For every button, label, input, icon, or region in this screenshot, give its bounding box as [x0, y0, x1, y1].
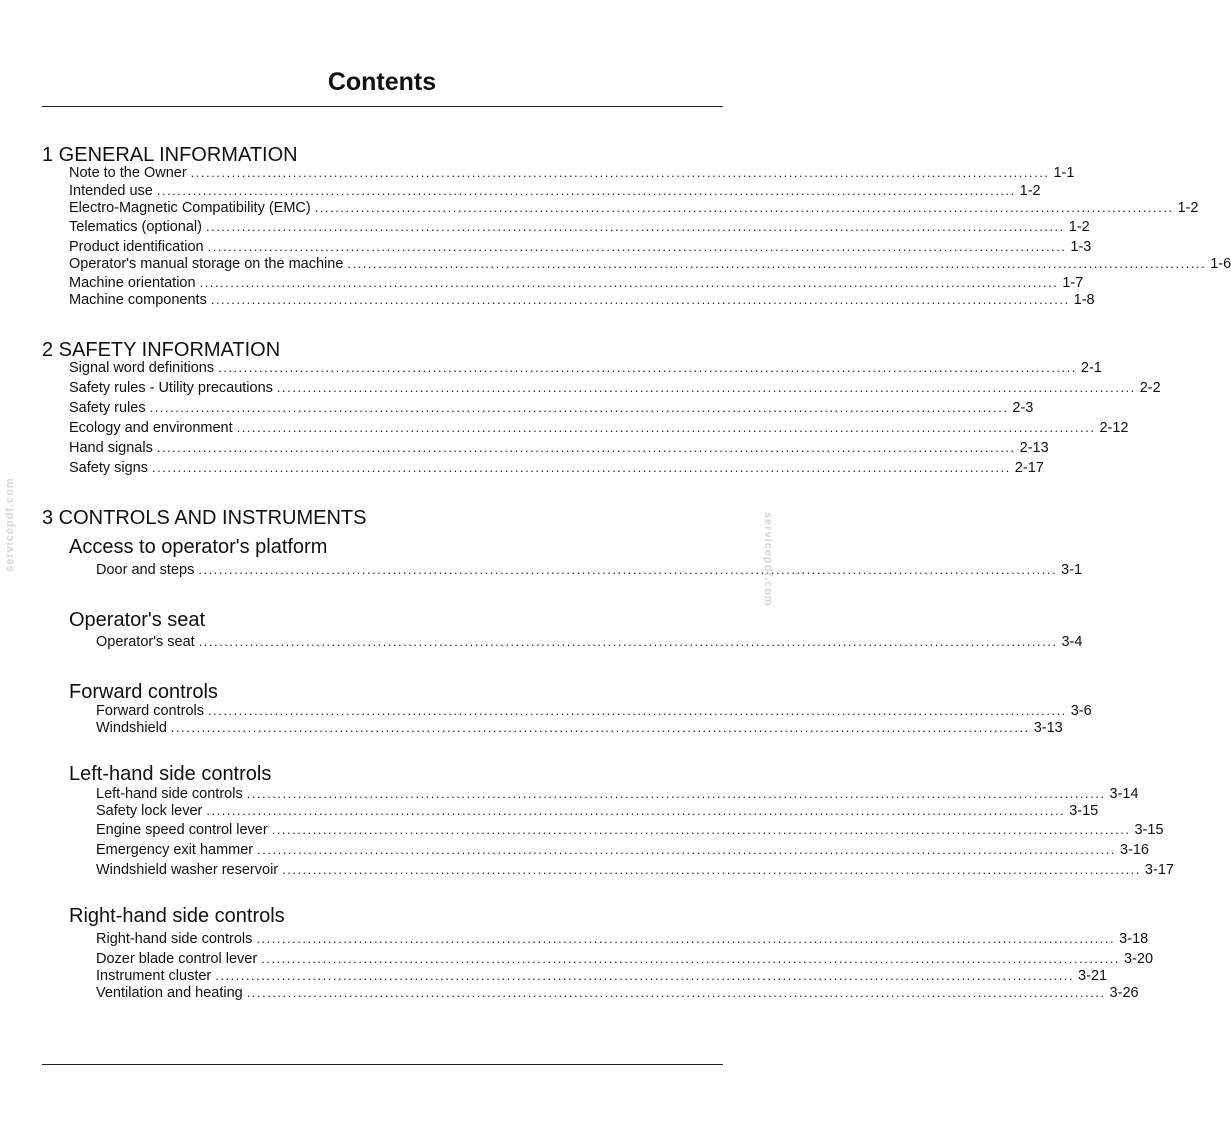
toc-entry-page: 2-12 — [1099, 420, 1129, 436]
toc-entry[interactable] — [69, 291, 1095, 309]
toc-entry-label: Safety signs — [69, 460, 148, 476]
toc-entry-page: 3-1 — [1061, 562, 1083, 578]
toc-entry-page: 3-4 — [1061, 634, 1083, 650]
toc-entry-label: Operator's manual storage on the machine — [69, 256, 344, 272]
toc-entry[interactable] — [69, 399, 1034, 417]
toc-entry-label: Electro-Magnetic Compatibility (EMC) — [69, 200, 311, 216]
dot-leader: ........................................................................................................................................................................ — [276, 380, 1136, 395]
toc-entry-page: 3-17 — [1144, 862, 1174, 878]
toc-entry-page: 3-6 — [1070, 703, 1092, 719]
dot-leader: ........................................................................................................................................................................ — [152, 460, 1011, 475]
dot-leader: ........................................................................................................................................................................ — [199, 275, 1059, 290]
dot-leader: ........................................................................................................................................................................ — [314, 200, 1174, 215]
toc-entry[interactable] — [69, 199, 1199, 217]
toc-entry-label: Ecology and environment — [69, 420, 233, 436]
toc-entry[interactable] — [96, 561, 1083, 579]
dot-leader: ........................................................................................................................................................................ — [282, 862, 1141, 877]
toc-entry[interactable] — [69, 238, 1092, 256]
toc-entry[interactable] — [96, 821, 1164, 839]
toc-entry-page: 3-14 — [1109, 786, 1139, 802]
toc-entry[interactable] — [96, 702, 1092, 720]
dot-leader: ........................................................................................................................................................................ — [271, 822, 1131, 837]
dot-leader: ........................................................................................................................................................................ — [198, 634, 1058, 649]
toc-entry-label: Right-hand side controls — [96, 931, 253, 947]
toc-entry[interactable] — [96, 785, 1139, 803]
watermark-right: servicepdf.com — [762, 512, 774, 607]
toc-entry-page: 2-3 — [1012, 400, 1034, 416]
toc-entry-page: 1-2 — [1177, 200, 1199, 216]
section-heading: Forward controls — [69, 681, 218, 703]
toc-entry[interactable] — [69, 419, 1129, 437]
dot-leader: ........................................................................................................................................................................ — [207, 703, 1067, 718]
toc-entry-label: Note to the Owner — [69, 165, 187, 181]
toc-entry-page: 3-26 — [1109, 985, 1139, 1001]
toc-entry-page: 3-15 — [1134, 822, 1164, 838]
toc-entry-page: 3-13 — [1033, 720, 1063, 736]
section-heading: Right-hand side controls — [69, 905, 285, 927]
toc-entry[interactable] — [69, 255, 1231, 273]
dot-leader: ........................................................................................................................................................................ — [198, 562, 1058, 577]
toc-entry-page: 3-20 — [1124, 951, 1154, 967]
dot-leader: ........................................................................................................................................................................ — [206, 803, 1066, 818]
dot-leader: ........................................................................................................................................................................ — [246, 786, 1106, 801]
toc-entry[interactable] — [96, 633, 1083, 651]
toc-entry-page: 1-2 — [1019, 183, 1041, 199]
toc-entry[interactable] — [96, 802, 1099, 820]
toc-entry-page: 2-13 — [1019, 440, 1049, 456]
toc-entry-label: Safety rules - Utility precautions — [69, 380, 273, 396]
dot-leader: ........................................................................................................................................................................ — [261, 951, 1120, 966]
toc-entry-label: Product identification — [69, 239, 204, 255]
toc-entry[interactable] — [96, 984, 1139, 1002]
toc-entry-label: Windshield — [96, 720, 167, 736]
toc-entry[interactable] — [69, 359, 1102, 377]
dot-leader: ........................................................................................................................................................................ — [257, 842, 1116, 857]
dot-leader: ........................................................................................................................................................................ — [205, 219, 1065, 234]
toc-entry-page: 1-7 — [1062, 275, 1084, 291]
dot-leader: ........................................................................................................................................................................ — [256, 931, 1116, 946]
toc-entry-page: 1-6 — [1210, 256, 1231, 272]
toc-entry-label: Engine speed control lever — [96, 822, 268, 838]
toc-entry-page: 1-2 — [1068, 219, 1090, 235]
dot-leader: ........................................................................................................................................................................ — [156, 183, 1016, 198]
toc-entry-label: Machine orientation — [69, 275, 196, 291]
dot-leader: ........................................................................................................................................................................ — [190, 165, 1050, 180]
toc-entry[interactable] — [69, 439, 1049, 457]
toc-entry[interactable] — [96, 967, 1108, 985]
toc-entry-label: Hand signals — [69, 440, 153, 456]
dot-leader: ........................................................................................................................................................................ — [210, 292, 1070, 307]
toc-entry-label: Safety lock lever — [96, 803, 203, 819]
toc-entry[interactable] — [96, 950, 1154, 968]
dot-leader: ........................................................................................................................................................................ — [215, 968, 1075, 983]
toc-entry[interactable] — [69, 164, 1075, 182]
dot-leader: ........................................................................................................................................................................ — [149, 400, 1009, 415]
toc-entry-label: Signal word definitions — [69, 360, 215, 376]
toc-entry-label: Machine components — [69, 292, 207, 308]
page-title: Contents — [327, 68, 437, 96]
toc-entry-page: 2-17 — [1014, 460, 1044, 476]
toc-entry-label: Operator's seat — [96, 634, 195, 650]
toc-entry-label: Safety rules — [69, 400, 146, 416]
toc-entry-label: Ventilation and heating — [96, 985, 243, 1001]
toc-entry[interactable] — [69, 459, 1044, 477]
toc-entry-page: 1-3 — [1070, 239, 1092, 255]
dot-leader: ........................................................................................................................................................................ — [207, 239, 1067, 254]
toc-entry-label: Forward controls — [96, 703, 204, 719]
toc-entry-page: 2-2 — [1139, 380, 1161, 396]
toc-entry-page: 3-15 — [1069, 803, 1099, 819]
watermark-left: servicepdf.com — [4, 477, 16, 572]
toc-entry[interactable] — [96, 841, 1149, 859]
section-heading: Access to operator's platform — [69, 536, 328, 558]
chapter-heading: 2 SAFETY INFORMATION — [42, 339, 281, 361]
toc-entry-page: 1-1 — [1053, 165, 1075, 181]
toc-entry[interactable] — [96, 861, 1174, 879]
toc-entry-label: Telematics (optional) — [69, 219, 202, 235]
toc-entry[interactable] — [69, 182, 1041, 200]
dot-leader: ........................................................................................................................................................................ — [218, 360, 1077, 375]
toc-entry-page: 2-1 — [1080, 360, 1102, 376]
dot-leader: ........................................................................................................................................................................ — [170, 720, 1030, 735]
toc-entry-page: 1-8 — [1073, 292, 1095, 308]
toc-entry-label: Instrument cluster — [96, 968, 212, 984]
toc-entry[interactable] — [69, 218, 1090, 236]
dot-leader: ........................................................................................................................................................................ — [246, 985, 1106, 1000]
toc-entry-label: Intended use — [69, 183, 153, 199]
chapter-heading: 1 GENERAL INFORMATION — [42, 144, 298, 166]
section-heading: Operator's seat — [69, 609, 206, 631]
toc-entry-label: Left-hand side controls — [96, 786, 243, 802]
toc-entry-label: Dozer blade control lever — [96, 951, 258, 967]
toc-entry[interactable] — [69, 274, 1084, 292]
section-heading: Left-hand side controls — [69, 763, 272, 785]
toc-entry-label: Windshield washer reservoir — [96, 862, 279, 878]
chapter-heading: 3 CONTROLS AND INSTRUMENTS — [42, 507, 367, 529]
toc-entry-page: 3-21 — [1078, 968, 1108, 984]
dot-leader: ........................................................................................................................................................................ — [347, 256, 1207, 271]
toc-entry[interactable] — [69, 379, 1161, 397]
toc-entry-label: Door and steps — [96, 562, 195, 578]
dot-leader: ........................................................................................................................................................................ — [236, 420, 1096, 435]
toc-entry-label: Emergency exit hammer — [96, 842, 254, 858]
toc-entry[interactable] — [96, 719, 1063, 737]
dot-leader: ........................................................................................................................................................................ — [156, 440, 1016, 455]
toc-entry-page: 3-18 — [1119, 931, 1149, 947]
footer-rule — [42, 1064, 723, 1065]
toc-entry-page: 3-16 — [1119, 842, 1149, 858]
toc-entry[interactable] — [96, 930, 1149, 948]
title-rule — [42, 106, 723, 107]
